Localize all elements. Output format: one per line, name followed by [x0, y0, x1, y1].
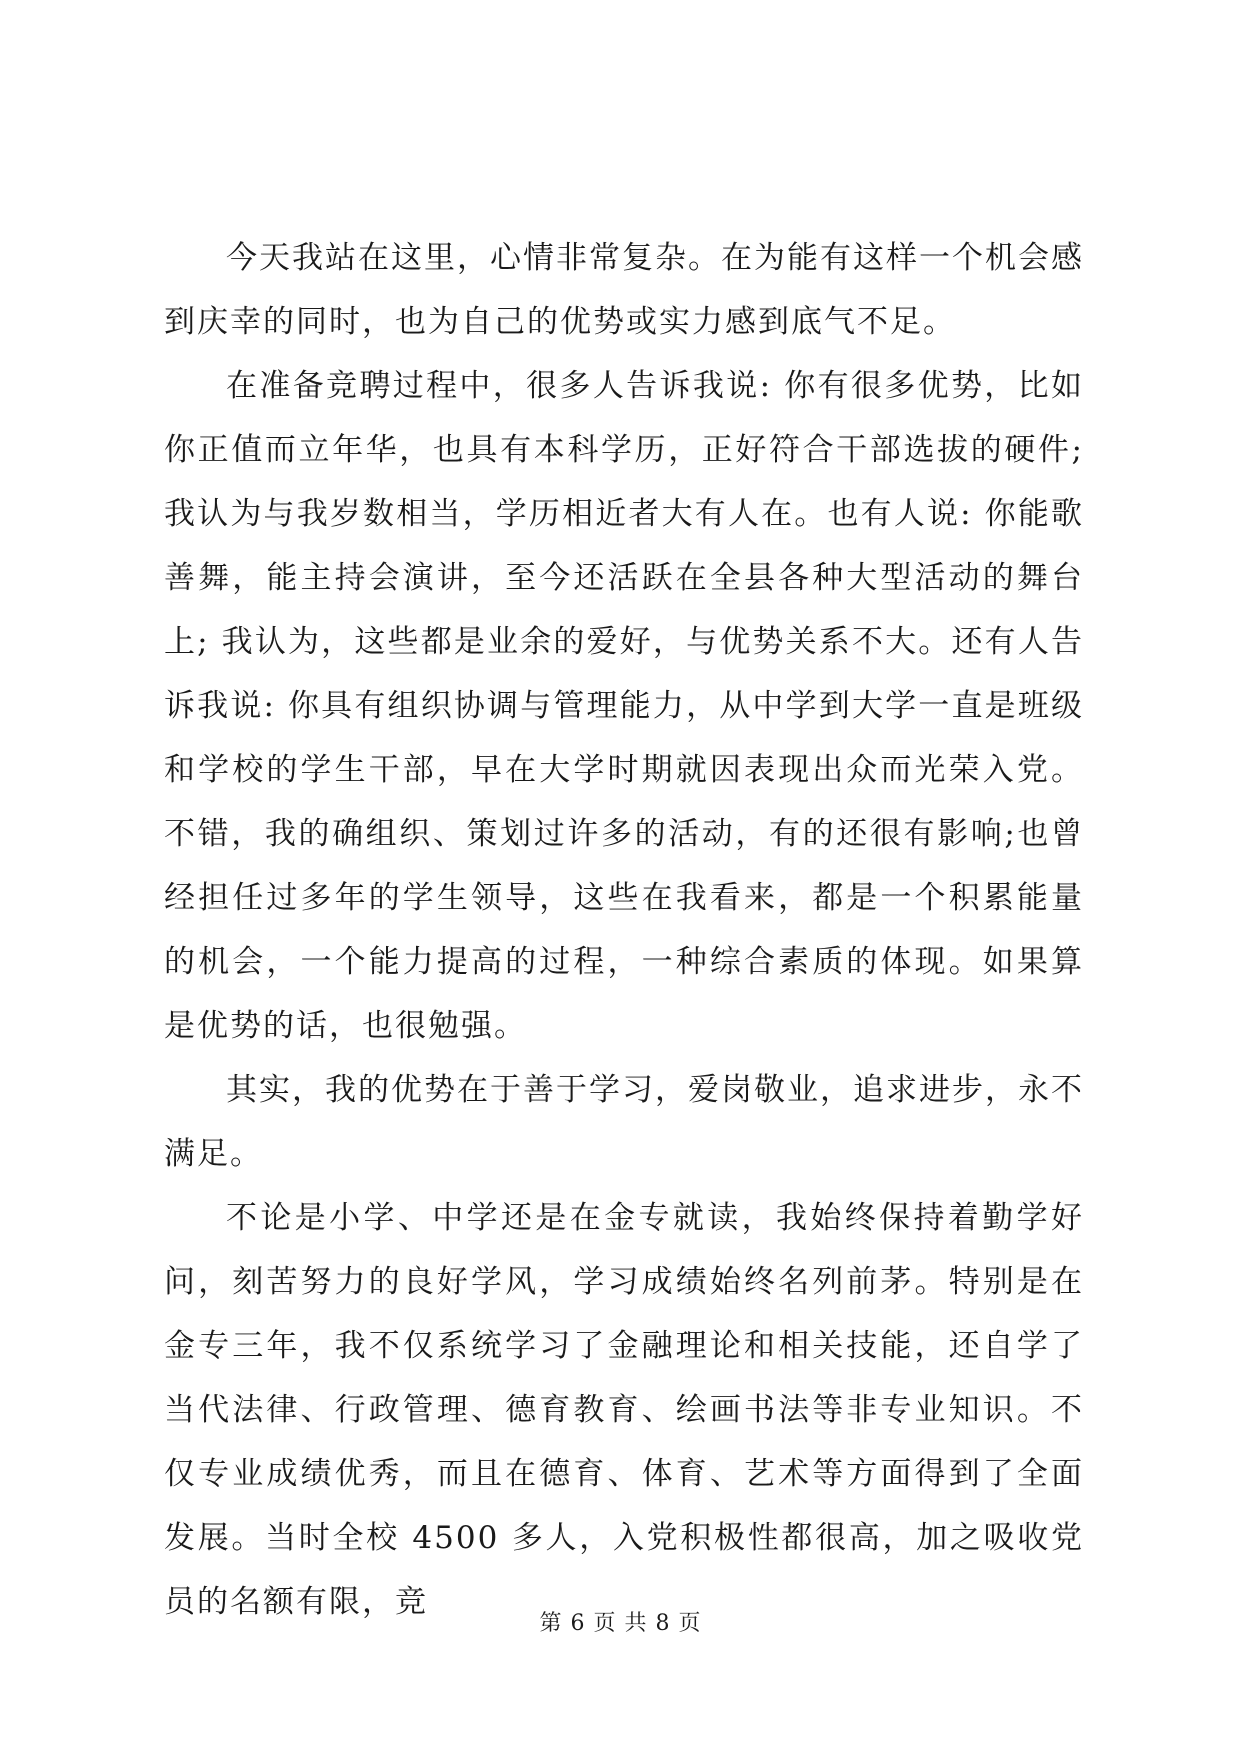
document-body: [164, 226, 1084, 1634]
page-number-footer: 第 6 页 共 8 页: [539, 1611, 702, 1636]
paragraph-4: 不论是小学、中学还是在金专就读，我始终保持着勤学好问，刻苦努力的良好学风，学习成绩始终名列前茅。特别是在金专三年，我不仅系统学习了金融理论和相关技能，还自学了当代法律、行政管理、德育教育、绘画书法等非专业知识。不仅专业成绩优秀，而且在德育、体育、艺术等方面得到了全面发展。当时全校 4500 多人，入党积极性都很高，加之吸收党员的名额有限，竞: [164, 1200, 1084, 1620]
paragraph-1: 今天我站在这里，心情非常复杂。在为能有这样一个机会感到庆幸的同时，也为自己的优势或实力感到底气不足。: [164, 240, 1084, 340]
paragraph-3: 其实，我的优势在于善于学习，爱岗敬业，追求进步，永不满足。: [164, 1072, 1084, 1172]
paragraph-2: 在准备竞聘过程中，很多人告诉我说: 你有很多优势，比如你正值而立年华，也具有本科学历，正好符合干部选拔的硬件; 我认为与我岁数相当，学历相近者大有人在。也有人说: 你能歌善舞，能主持会演讲，至今还活跃在全县各种大型活动的舞台上; 我认为，这些都是业余的爱好，与优势关系不大。还有人告诉我说: 你具有组织协调与管理能力，从中学到大学一直是班级和学校的学生干部，早在大学时期就因表现出众而光荣入党。不错，我的确组织、策划过许多的活动，有的还很有影响;也曾经担任过多年的学生领导，这些在我看来，都是一个积累能量的机会，一个能力提高的过程，一种综合素质的体现。如果算是优势的话，也很勉强。: [164, 368, 1084, 1044]
